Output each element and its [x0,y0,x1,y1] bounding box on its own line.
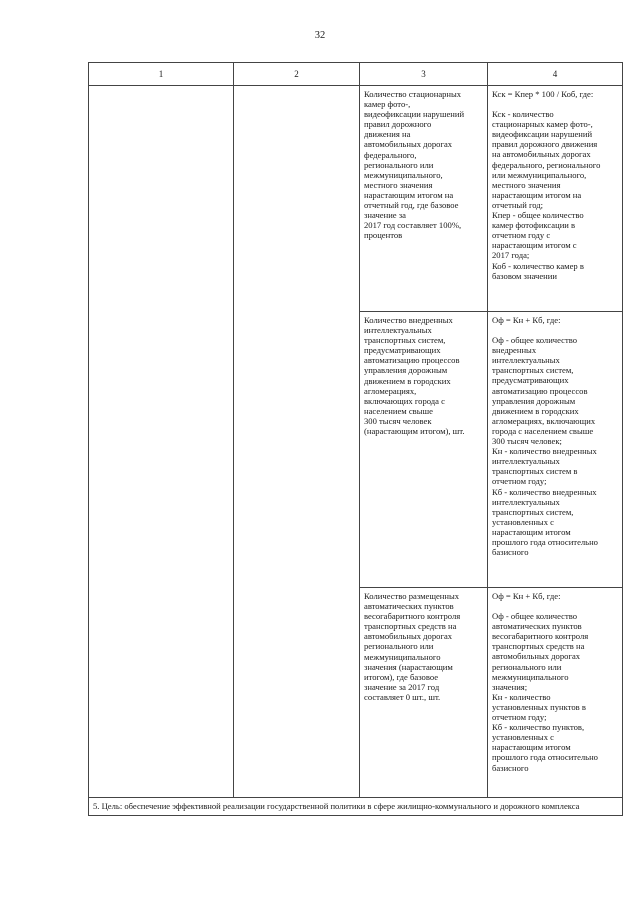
formula-text: Кск = Кпер * 100 / Коб, где: [492,89,594,99]
indicator-text: Количество размещенных автоматических пунктов весогабаритного контроля транспортных средств на автомобильных дорогах регионального или межмуниципального значения (нарастающим итогом), где базовое значение за 2017 год составляет 0 шт., шт. [364,591,461,702]
formula-text: Оф = Кн + Кб, где: [492,591,561,601]
header-col-1: 1 [89,63,234,86]
empty-cell-col-1 [89,86,234,798]
page-number: 32 [314,30,326,41]
formula-explanation: Кск - количество стационарных камер фото-, видеофиксации нарушений правил дорожного движения на автомобильных дорогах федерального, регионального или межмуниципального, местного значения нарастающим итогом на отчетный год; Кпер - общее количество камер фотофиксации в отчетном году с нарастающим итогом с 2017 года; Коб - количество камер в базовом значении [492,109,601,281]
indicator-text: Количество внедренных интеллектуальных транспортных систем, предусматривающих автоматизацию процессов управления дорожным движением в городских агломерациях, включающих города с населением свыше 300 тысяч человек (нарастающим итогом), шт. [364,315,465,437]
empty-cell-col-2 [234,86,360,798]
indicator-cell [360,86,488,312]
header-col-4: 4 [488,63,623,86]
table-row [89,86,623,312]
indicator-cell [360,312,488,588]
formula-cell [488,86,623,312]
header-col-2: 2 [234,63,360,86]
formula-explanation: Оф - общее количество автоматических пунктов весогабаритного контроля транспортных средств на автомобильных дорогах регионального или межмуниципального значения; Кн - количество установленных пунктов в отчетном году; Кб - количество пунктов, установленных с нарастающим итогом прошлого года относительно базисного [492,611,598,773]
formula-cell [488,312,623,588]
indicator-cell [360,588,488,798]
formula-cell [488,588,623,798]
formula-text: Оф = Кн + Кб, где: [492,315,561,325]
goal-text: 5. Цель: обеспечение эффективной реализации государственной политики в сфере жилищно-коммунального и дорожного комплекса [89,798,623,816]
table-header-row [89,63,623,86]
indicators-table [88,62,623,816]
header-col-3: 3 [360,63,488,86]
goal-row [89,798,623,816]
indicator-text: Количество стационарных камер фото-, видеофиксации нарушений правил дорожного движения на автомобильных дорогах федерального, регионального или межмуниципального, местного значения нарастающим итогом на отчетный год, где базовое значение за 2017 год составляет 100%, процентов [364,89,465,241]
formula-explanation: Оф - общее количество внедренных интеллектуальных транспортных систем, предусматривающих автоматизацию процессов управления дорожным движением в городских агломерациях, включающих города с населением свыше 300 тысяч человек; Кн - количество внедренных интеллектуальных транспортных систем в отчетном году; Кб - количество внедренных интеллектуальных транспортных систем, установленных с нарастающим итогом прошлого года относительно базисного [492,335,598,558]
